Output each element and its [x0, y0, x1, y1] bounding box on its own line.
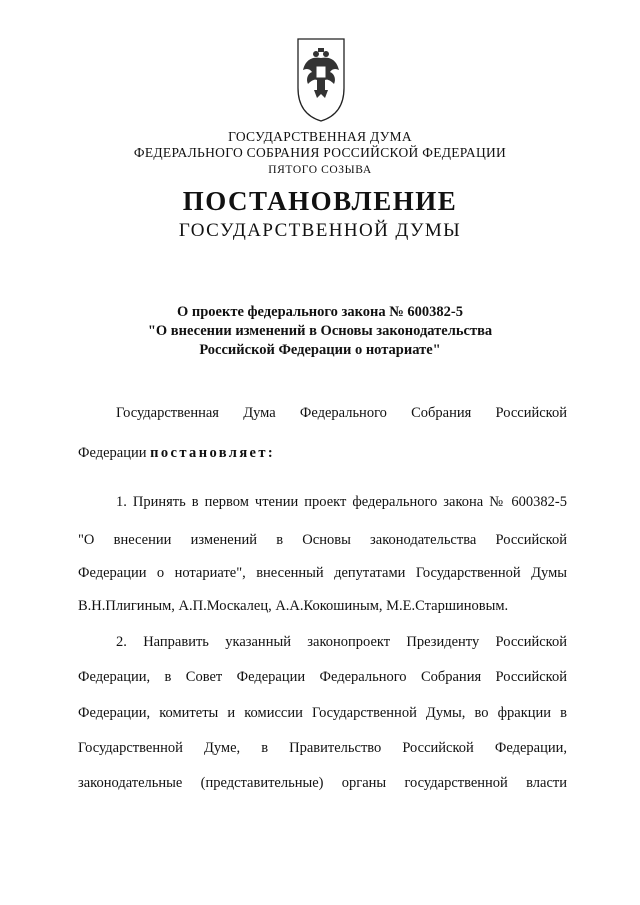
paragraph2-line4: Государственной Думе, в Правительство Российской Федерации, [78, 740, 567, 756]
paragraph1-line2: "О внесении изменений в Основы законодательства Российской [78, 532, 567, 548]
paragraph1-line4: В.Н.Плигиным, А.П.Москалец, А.А.Кокошиным, М.Е.Старшиновым. [78, 598, 509, 614]
paragraph2-line1: 2. Направить указанный законопроект Президенту Российской [116, 634, 567, 650]
document-title: ПОСТАНОВЛЕНИЕ [182, 186, 458, 216]
preamble-start: Федерации [78, 445, 151, 461]
subject-line1: О проекте федерального закона № 600382-5 [176, 304, 464, 320]
org-name-line1: ГОСУДАРСТВЕННАЯ ДУМА [228, 129, 412, 144]
paragraph2-line5: законодательные (представительные) органы государственной власти [78, 775, 567, 791]
preamble-line1: Государственная Дума Федерального Собрания Российской [116, 405, 567, 421]
document-subtitle: ГОСУДАРСТВЕННОЙ ДУМЫ [178, 220, 462, 241]
paragraph1-line3: Федерации о нотариате", внесенный депутатами Государственной Думы [78, 565, 567, 581]
org-name-line2: ФЕДЕРАЛЬНОГО СОБРАНИЯ РОССИЙСКОЙ ФЕДЕРАЦИИ [133, 145, 507, 160]
subject-line2: "О внесении изменений в Основы законодательства [147, 323, 493, 339]
paragraph2-line2: Федерации, в Совет Федерации Федерального Собрания Российской [78, 669, 567, 685]
coat-of-arms-icon [295, 36, 347, 124]
resolves-word: постановляет: [150, 445, 276, 461]
subject-line3: Российской Федерации о нотариате" [199, 342, 441, 358]
preamble-line2 [78, 443, 567, 463]
paragraph1-line1: 1. Принять в первом чтении проект федерального закона № 600382-5 [116, 494, 567, 510]
convocation: ПЯТОГО СОЗЫВА [268, 164, 372, 176]
paragraph2-line3: Федерации, комитеты и комиссии Государственной Думы, во фракции в [78, 705, 567, 721]
